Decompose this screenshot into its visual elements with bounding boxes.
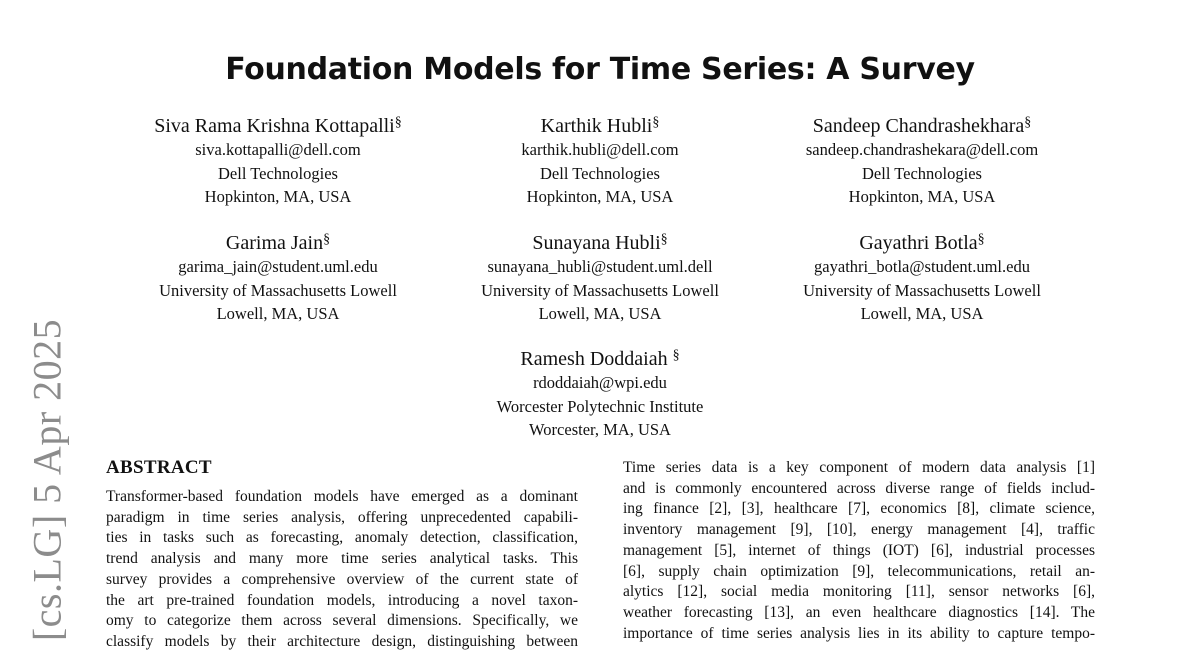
author-block xyxy=(762,231,1082,326)
author-affiliation: University of Massachusetts Lowell xyxy=(159,280,397,300)
author-email[interactable]: rdoddaiah@wpi.edu xyxy=(533,373,667,392)
author-block xyxy=(440,114,760,209)
text-line: omy to categorize them across several dimensions. Specifically, we xyxy=(106,612,578,630)
author-name: Garima Jain§ xyxy=(225,232,331,254)
author-email[interactable]: karthik.hubli@dell.com xyxy=(521,140,679,159)
author-location: Hopkinton, MA, USA xyxy=(848,187,996,206)
author-name: Sunayana Hubli§ xyxy=(532,232,668,254)
text-line: classify models by their architecture design, distinguishing between xyxy=(106,632,578,650)
text-line: and is commonly encountered across diverse range of fields includ- xyxy=(623,479,1095,497)
author-affiliation: University of Massachusetts Lowell xyxy=(803,280,1041,300)
text-line: importance of time series analysis lies in its ability to capture tempo- xyxy=(623,624,1095,642)
author-location: Lowell, MA, USA xyxy=(538,304,662,323)
abstract-heading: ABSTRACT xyxy=(106,457,212,478)
author-name: Karthik Hubli§ xyxy=(540,115,660,137)
author-block xyxy=(440,231,760,326)
author-email[interactable]: sandeep.chandrashekara@dell.com xyxy=(805,140,1039,159)
text-line: trend analysis and many more time series analytical tasks. This xyxy=(106,550,578,568)
text-line: alytics [12], social media monitoring [11], sensor networks [6], xyxy=(623,583,1095,601)
author-name: Ramesh Doddaiah § xyxy=(520,348,680,370)
author-affiliation-mark: § xyxy=(323,232,331,247)
author-affiliation-mark: § xyxy=(394,115,402,130)
text-line: ties in tasks such as forecasting, anomaly detection, classification, xyxy=(106,529,578,547)
author-email[interactable]: gayathri_botla@student.uml.edu xyxy=(814,257,1030,276)
author-affiliation: Dell Technologies xyxy=(218,163,338,183)
author-affiliation: Dell Technologies xyxy=(862,163,982,183)
author-location: Hopkinton, MA, USA xyxy=(204,187,352,206)
author-affiliation: Dell Technologies xyxy=(540,163,660,183)
author-affiliation-mark: § xyxy=(1024,115,1032,130)
introduction-body xyxy=(623,458,1095,644)
author-email[interactable]: siva.kottapalli@dell.com xyxy=(195,140,361,159)
author-location: Lowell, MA, USA xyxy=(860,304,984,323)
author-name: Gayathri Botla§ xyxy=(859,232,985,254)
author-location: Worcester, MA, USA xyxy=(529,420,671,439)
author-name: Siva Rama Krishna Kottapalli§ xyxy=(154,115,402,137)
text-line: [6], supply chain optimization [9], telecommunications, retail an- xyxy=(623,562,1095,580)
text-line: management [5], internet of things (IOT) [6], industrial processes xyxy=(623,541,1095,559)
abstract-body xyxy=(106,487,578,653)
author-affiliation-mark: § xyxy=(672,348,680,363)
author-email[interactable]: sunayana_hubli@student.uml.dell xyxy=(487,257,713,276)
author-affiliation: Worcester Polytechnic Institute xyxy=(496,396,704,416)
author-affiliation-mark: § xyxy=(977,232,985,247)
text-line: survey provides a comprehensive overview of the current state of xyxy=(106,570,578,588)
text-line: Transformer-based foundation models have emerged as a dominant xyxy=(106,488,578,505)
text-line: ing finance [2], [3], healthcare [7], economics [8], climate science, xyxy=(623,500,1095,518)
paper-title: Foundation Models for Time Series: A Survey xyxy=(225,52,975,87)
text-line: Time series data is a key component of modern data analysis [1] xyxy=(623,459,1095,476)
arxiv-side-stamp: [cs.LG] 5 Apr 2025 xyxy=(24,318,70,642)
author-block xyxy=(440,347,760,442)
author-email[interactable]: garima_jain@student.uml.edu xyxy=(178,257,378,276)
author-block xyxy=(118,114,438,209)
author-block xyxy=(118,231,438,326)
text-line: inventory management [9], [10], energy management [4], traffic xyxy=(623,521,1095,539)
author-location: Hopkinton, MA, USA xyxy=(526,187,674,206)
text-line: weather forecasting [13], an even healthcare diagnostics [14]. The xyxy=(623,603,1095,621)
author-affiliation-mark: § xyxy=(660,232,668,247)
author-affiliation-mark: § xyxy=(652,115,660,130)
text-line: the art pre-trained foundation models, introducing a novel taxon- xyxy=(106,591,578,609)
author-block xyxy=(762,114,1082,209)
author-affiliation: University of Massachusetts Lowell xyxy=(481,280,719,300)
author-name: Sandeep Chandrashekhara§ xyxy=(812,115,1032,137)
author-location: Lowell, MA, USA xyxy=(216,304,340,323)
text-line: paradigm in time series analysis, offering unprecedented capabili- xyxy=(106,508,578,526)
